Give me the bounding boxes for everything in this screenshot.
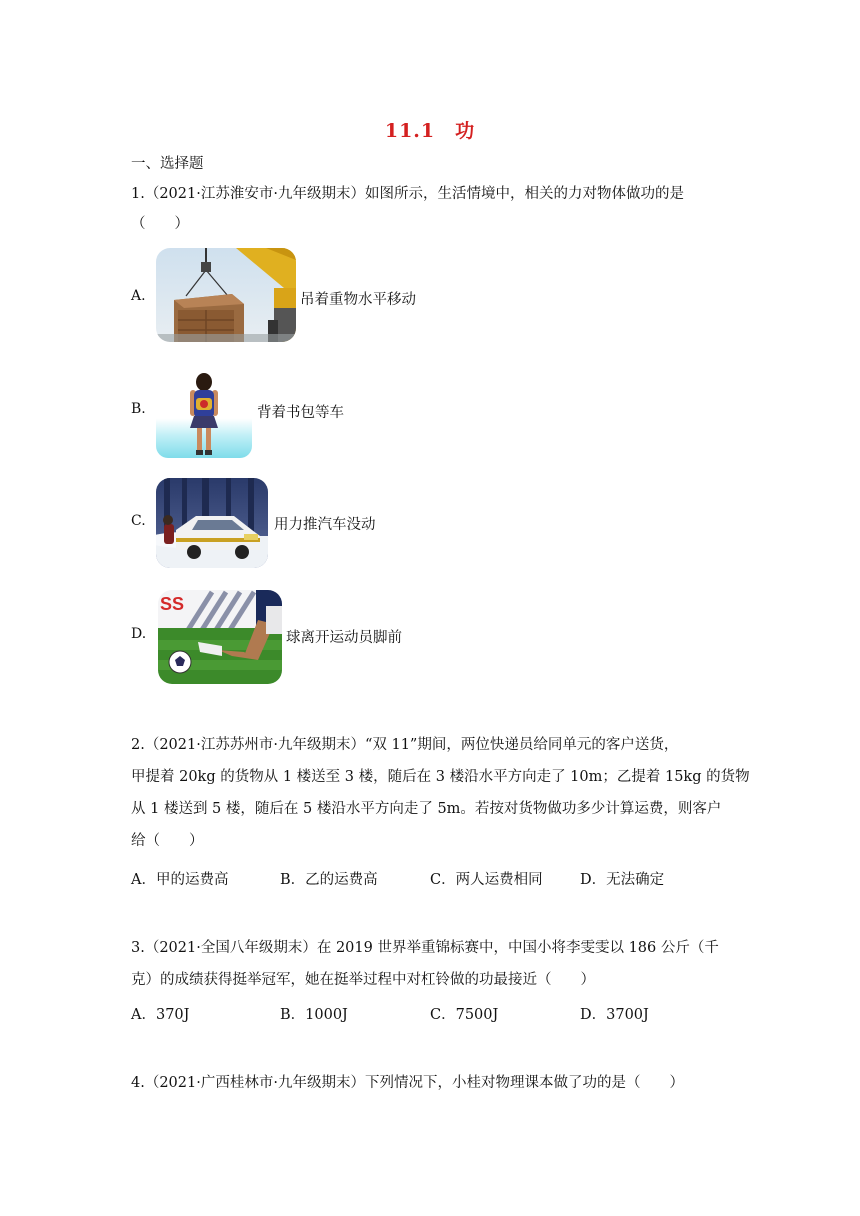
option-a-letter[interactable]: A. bbox=[131, 288, 146, 304]
question-1-stem-line-1: 1.（2021·江苏淮安市·九年级期末）如图所示，生活情境中，相关的力对物体做功的是 bbox=[131, 186, 684, 202]
question-4-line-1: 4.（2021·广西桂林市·九年级期末）下列情况下，小桂对物理课本做了功的是（ ） bbox=[131, 1075, 684, 1091]
option-b-caption: 背着书包等车 bbox=[257, 405, 344, 421]
crane-lifting-crate-image bbox=[156, 248, 296, 342]
question-1-stem-line-2: （ ） bbox=[131, 216, 189, 232]
question-3-line-1: 3.（2021·全国八年级期末）在 2019 世界举重锦标赛中，中国小将李雯雯以 186 公斤（千 bbox=[131, 940, 719, 956]
question-3-option-b[interactable]: B．1000J bbox=[280, 1007, 348, 1023]
section-heading: 一、选择题 bbox=[131, 156, 204, 172]
question-2-line-2: 甲提着 20kg 的货物从 1 楼送至 3 楼，随后在 3 楼沿水平方向走了 10m；乙提着 15kg 的货物 bbox=[131, 769, 750, 785]
option-d-letter[interactable]: D. bbox=[131, 626, 147, 642]
option-c-letter[interactable]: C. bbox=[131, 513, 146, 529]
question-2-line-4: 给（ ） bbox=[131, 833, 204, 849]
question-3-option-a[interactable]: A．370J bbox=[131, 1007, 190, 1023]
question-3-option-c[interactable]: C．7500J bbox=[430, 1007, 499, 1023]
kicking-football-image bbox=[158, 590, 282, 684]
question-3-line-2: 克）的成绩获得挺举冠军，她在挺举过程中对杠铃做的功最接近（ ） bbox=[131, 972, 595, 988]
option-b-letter[interactable]: B. bbox=[131, 401, 146, 417]
student-with-backpack-image bbox=[156, 370, 252, 458]
question-2-option-c[interactable]: C．两人运费相同 bbox=[430, 872, 543, 888]
question-2-option-d[interactable]: D．无法确定 bbox=[580, 872, 665, 888]
question-2-line-1: 2.（2021·江苏苏州市·九年级期末）“双 11”期间，两位快递员给同单元的客户送货， bbox=[131, 737, 679, 753]
pushing-car-in-snow-image bbox=[156, 478, 268, 568]
svg-text:SS: SS bbox=[160, 594, 185, 614]
option-a-caption: 吊着重物水平移动 bbox=[300, 292, 416, 308]
page-title: 11.1 功 bbox=[384, 120, 476, 142]
question-2-option-a[interactable]: A．甲的运费高 bbox=[131, 872, 229, 888]
option-c-caption: 用力推汽车没动 bbox=[274, 517, 376, 533]
option-d-caption: 球离开运动员脚前 bbox=[286, 630, 402, 646]
question-3-option-d[interactable]: D．3700J bbox=[580, 1007, 649, 1023]
question-2-line-3: 从 1 楼送到 5 楼，随后在 5 楼沿水平方向走了 5m。若按对货物做功多少计算运费，则客户 bbox=[131, 801, 722, 817]
question-2-option-b[interactable]: B．乙的运费高 bbox=[280, 872, 378, 888]
